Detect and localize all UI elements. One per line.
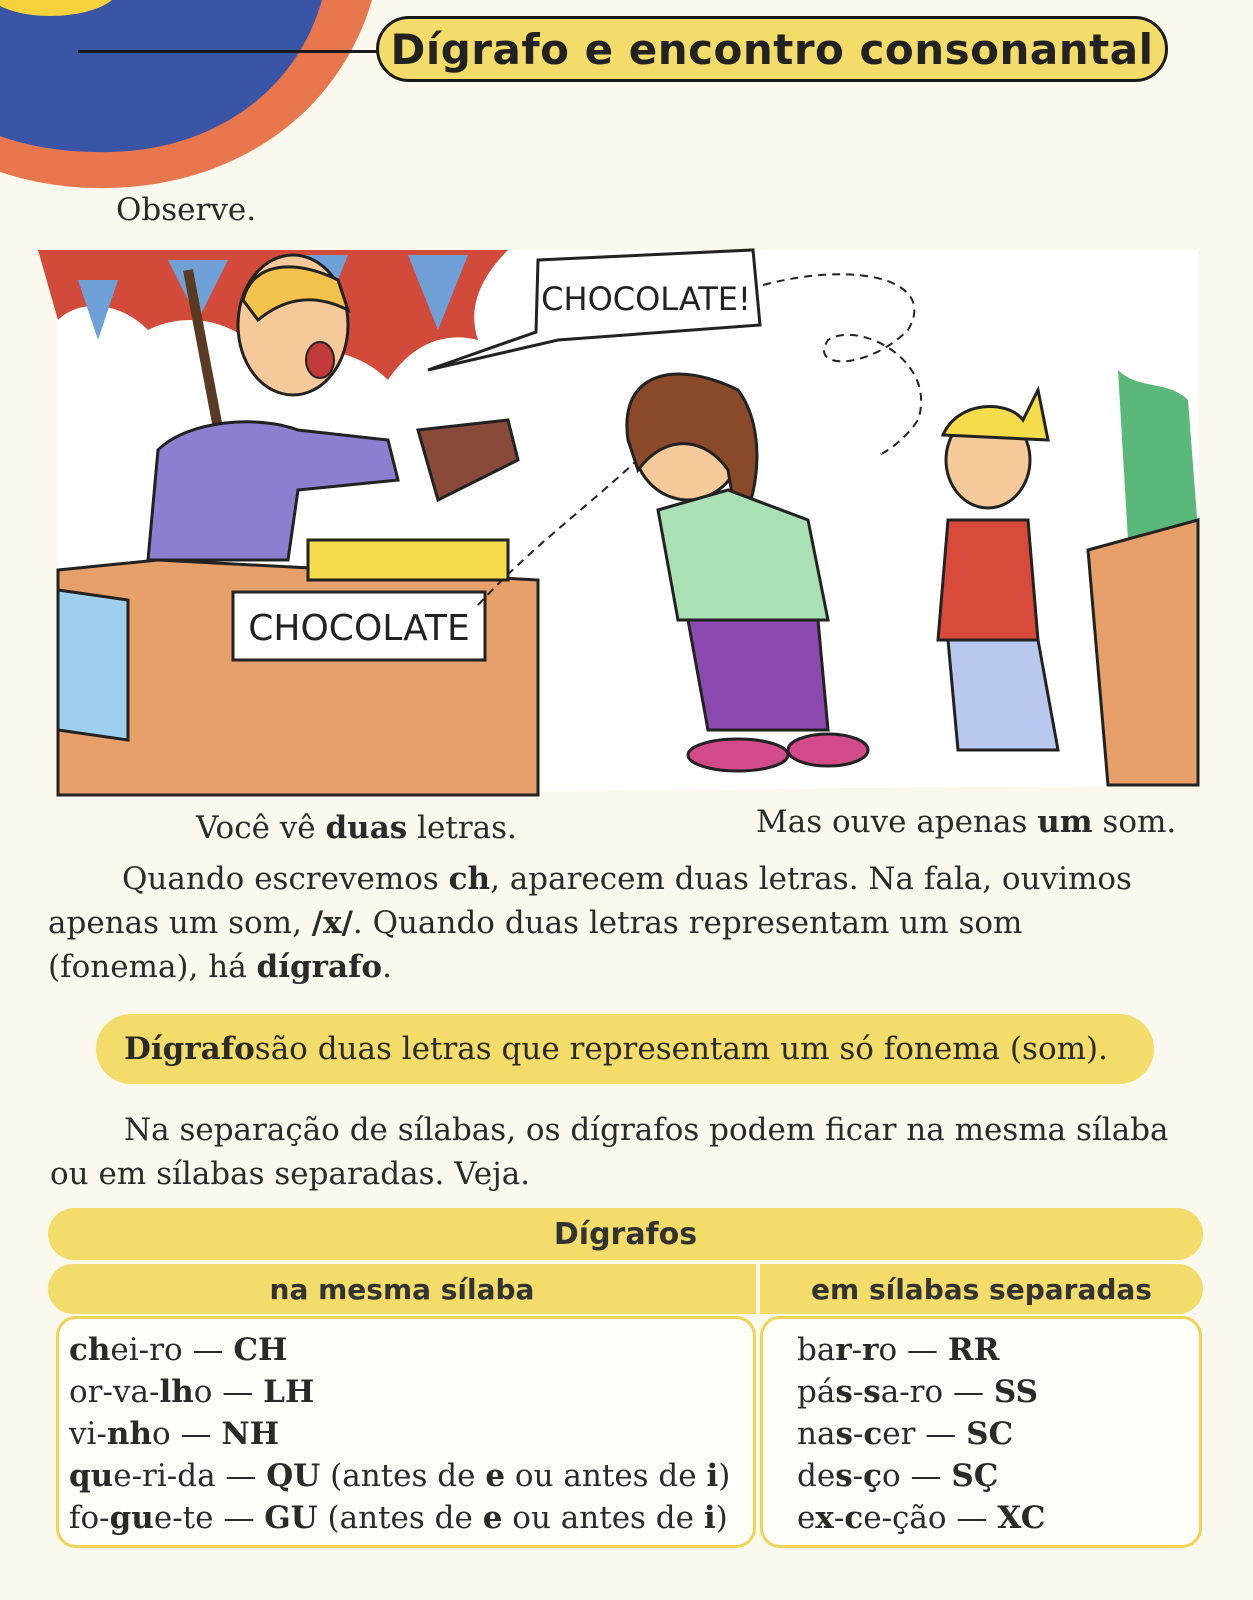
text-segment: e-te — xyxy=(153,1500,265,1536)
text-segment: or-va- xyxy=(69,1374,160,1410)
text-segment: - xyxy=(852,1374,864,1410)
text-segment: (antes de xyxy=(317,1500,483,1536)
text-segment: ou antes de xyxy=(505,1458,707,1494)
text-segment: e-ção — xyxy=(863,1500,998,1536)
text-segment: a-ro — xyxy=(880,1374,994,1410)
highlighted-segment: e xyxy=(485,1458,506,1494)
text-segment: - xyxy=(851,1332,863,1368)
text-segment: ou antes de xyxy=(502,1500,704,1536)
title-connector-line xyxy=(78,50,378,53)
paragraph-ch-explanation: Quando escrevemos ch, aparecem duas letras. Na fala, ouvimos apenas um som, /x/. Quando duas letras representam um som (fonema), há dígrafo. xyxy=(48,861,1132,985)
text-segment: ei-ro — xyxy=(110,1332,234,1368)
highlighted-segment: e xyxy=(482,1500,503,1536)
caption-left: Você vê duas letras. xyxy=(196,810,517,846)
list-item xyxy=(797,1371,1045,1413)
highlighted-segment: c xyxy=(863,1416,883,1452)
text-segment: ) xyxy=(715,1500,728,1536)
highlighted-segment: SÇ xyxy=(951,1458,999,1494)
table-title: Dígrafos xyxy=(48,1208,1203,1260)
text-segment: e xyxy=(797,1500,816,1536)
highlighted-segment: ch xyxy=(69,1332,111,1368)
highlighted-segment: GU xyxy=(264,1500,318,1536)
highlighted-segment: SC xyxy=(966,1416,1014,1452)
text-segment: de xyxy=(797,1458,836,1494)
highlighted-segment: lh xyxy=(159,1374,194,1410)
definition-box: Dígrafo são duas letras que representam um só fonema (som). xyxy=(96,1014,1154,1084)
highlighted-segment: i xyxy=(706,1458,719,1494)
list-item xyxy=(69,1497,730,1539)
highlighted-segment: LH xyxy=(263,1374,315,1410)
text-segment: ba xyxy=(797,1332,836,1368)
text-segment: - xyxy=(852,1458,864,1494)
highlighted-segment: CH xyxy=(233,1332,288,1368)
text-segment: pá xyxy=(797,1374,836,1410)
text-segment: - xyxy=(852,1416,864,1452)
highlighted-segment: RR xyxy=(947,1332,1000,1368)
highlighted-segment: qu xyxy=(69,1458,114,1494)
highlighted-segment: ç xyxy=(863,1458,883,1494)
highlighted-segment: s xyxy=(835,1458,853,1494)
highlighted-segment: s xyxy=(835,1416,853,1452)
list-item xyxy=(797,1455,1045,1497)
text-segment: o — xyxy=(882,1458,952,1494)
text-segment: ) xyxy=(718,1458,731,1494)
text-segment: - xyxy=(833,1500,845,1536)
text-segment: o — xyxy=(151,1416,222,1452)
text-segment: o — xyxy=(878,1332,948,1368)
list-item xyxy=(69,1455,730,1497)
separate-syllables-list xyxy=(760,1316,1202,1548)
text-segment: vi- xyxy=(69,1416,107,1452)
highlighted-segment: i xyxy=(703,1500,716,1536)
text-segment: e-ri-da — xyxy=(113,1458,267,1494)
stand-sign-text: CHOCOLATE xyxy=(248,608,470,649)
highlighted-segment: s xyxy=(835,1374,853,1410)
corner-decoration xyxy=(0,0,380,200)
list-item xyxy=(69,1371,730,1413)
text-segment: o — xyxy=(193,1374,264,1410)
highlighted-segment: nh xyxy=(106,1416,152,1452)
highlighted-segment: NH xyxy=(221,1416,279,1452)
observe-label: Observe. xyxy=(116,192,257,228)
chocolate-stand-illustration xyxy=(38,240,1218,820)
list-item xyxy=(69,1413,730,1455)
text-segment: na xyxy=(797,1416,836,1452)
highlighted-segment: c xyxy=(844,1500,864,1536)
highlighted-segment: SS xyxy=(993,1374,1038,1410)
caption-right: Mas ouve apenas um som. xyxy=(756,804,1177,840)
paragraph-syllable-separation: Na separação de sílabas, os dígrafos podem ficar na mesma sílaba ou em sílabas separadas. Veja. xyxy=(50,1112,1169,1192)
text-segment: fo- xyxy=(69,1500,110,1536)
highlighted-segment: r xyxy=(862,1332,879,1368)
highlighted-segment: gu xyxy=(109,1500,154,1536)
column-header-same-syllable: na mesma sílaba xyxy=(48,1264,756,1314)
column-header-separate-syllables: em sílabas separadas xyxy=(760,1264,1203,1314)
list-item xyxy=(797,1329,1045,1371)
text-segment: (antes de xyxy=(320,1458,486,1494)
list-item xyxy=(69,1329,730,1371)
highlighted-segment: r xyxy=(835,1332,852,1368)
highlighted-segment: s xyxy=(863,1374,881,1410)
speech-bubble-text: CHOCOLATE! xyxy=(541,280,751,318)
same-syllable-list xyxy=(56,1316,756,1548)
list-item xyxy=(797,1413,1045,1455)
page-title: Dígrafo e encontro consonantal xyxy=(376,16,1168,82)
highlighted-segment: x xyxy=(815,1500,834,1536)
list-item xyxy=(797,1497,1045,1539)
highlighted-segment: XC xyxy=(997,1500,1046,1536)
text-segment: er — xyxy=(882,1416,967,1452)
highlighted-segment: QU xyxy=(266,1458,321,1494)
